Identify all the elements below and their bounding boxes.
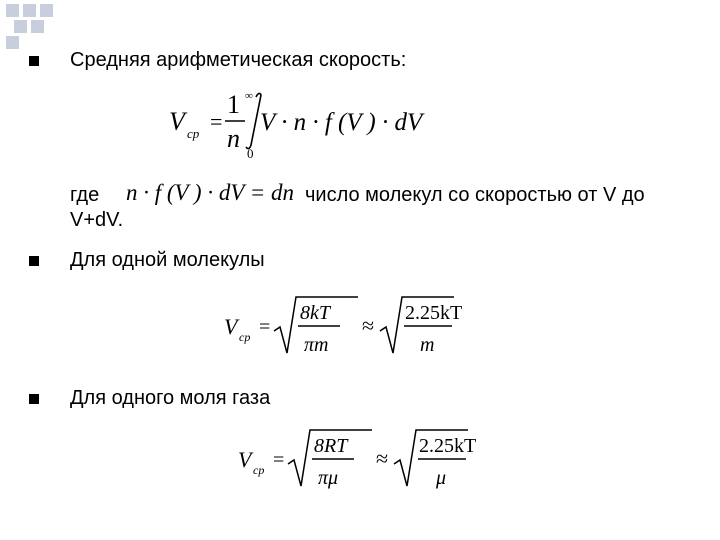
integrand: V · n · f (V ) · dV — [260, 109, 423, 136]
frac-numerator: 1 — [227, 90, 240, 119]
svg-text:ср: ср — [239, 330, 251, 344]
svg-text:2.25kT: 2.25kT — [405, 302, 462, 324]
bullet-icon — [29, 394, 39, 404]
svg-text:2.25kT: 2.25kT — [419, 435, 476, 457]
svg-text:8kT: 8kT — [300, 302, 330, 324]
formula-one-mole — [236, 426, 476, 499]
svg-text:ср: ср — [253, 463, 265, 477]
formula-one-molecule — [222, 293, 462, 366]
where-suffix: число молекул со скоростью от V до — [305, 184, 645, 206]
svg-text:n · f (V ) · dV = dn: n · f (V ) · dV = dn — [126, 180, 294, 205]
item-label-one-molecule: Для одной молекулы — [70, 249, 265, 271]
svg-text:πμ: πμ — [318, 467, 339, 489]
bullet-icon — [29, 256, 39, 266]
upper-limit: ∞ — [245, 90, 253, 102]
svg-text:8RT: 8RT — [314, 435, 348, 457]
equals-sign: = — [210, 109, 223, 134]
svg-text:≈: ≈ — [376, 446, 389, 471]
where-continuation: V+dV. — [70, 209, 124, 231]
formula-average-speed — [165, 85, 425, 170]
item-label-average-speed: Средняя арифметическая скорость: — [70, 49, 407, 71]
frac-denominator: n — [227, 124, 240, 153]
lhs-var: V — [169, 107, 185, 136]
item-label-one-mole: Для одного моля газа — [70, 387, 271, 409]
where-prefix: где — [70, 184, 100, 206]
where-expression — [124, 176, 309, 215]
svg-text:=: = — [259, 316, 271, 338]
svg-text:V: V — [238, 447, 252, 472]
lhs-sub: ср — [187, 126, 200, 141]
svg-text:≈: ≈ — [362, 313, 375, 338]
svg-text:V: V — [224, 314, 238, 339]
lower-limit: 0 — [247, 146, 254, 161]
bullet-icon — [29, 56, 39, 66]
svg-text:=: = — [273, 449, 285, 471]
svg-text:μ: μ — [436, 467, 447, 489]
svg-text:m: m — [420, 334, 435, 356]
svg-text:πm: πm — [304, 334, 329, 356]
